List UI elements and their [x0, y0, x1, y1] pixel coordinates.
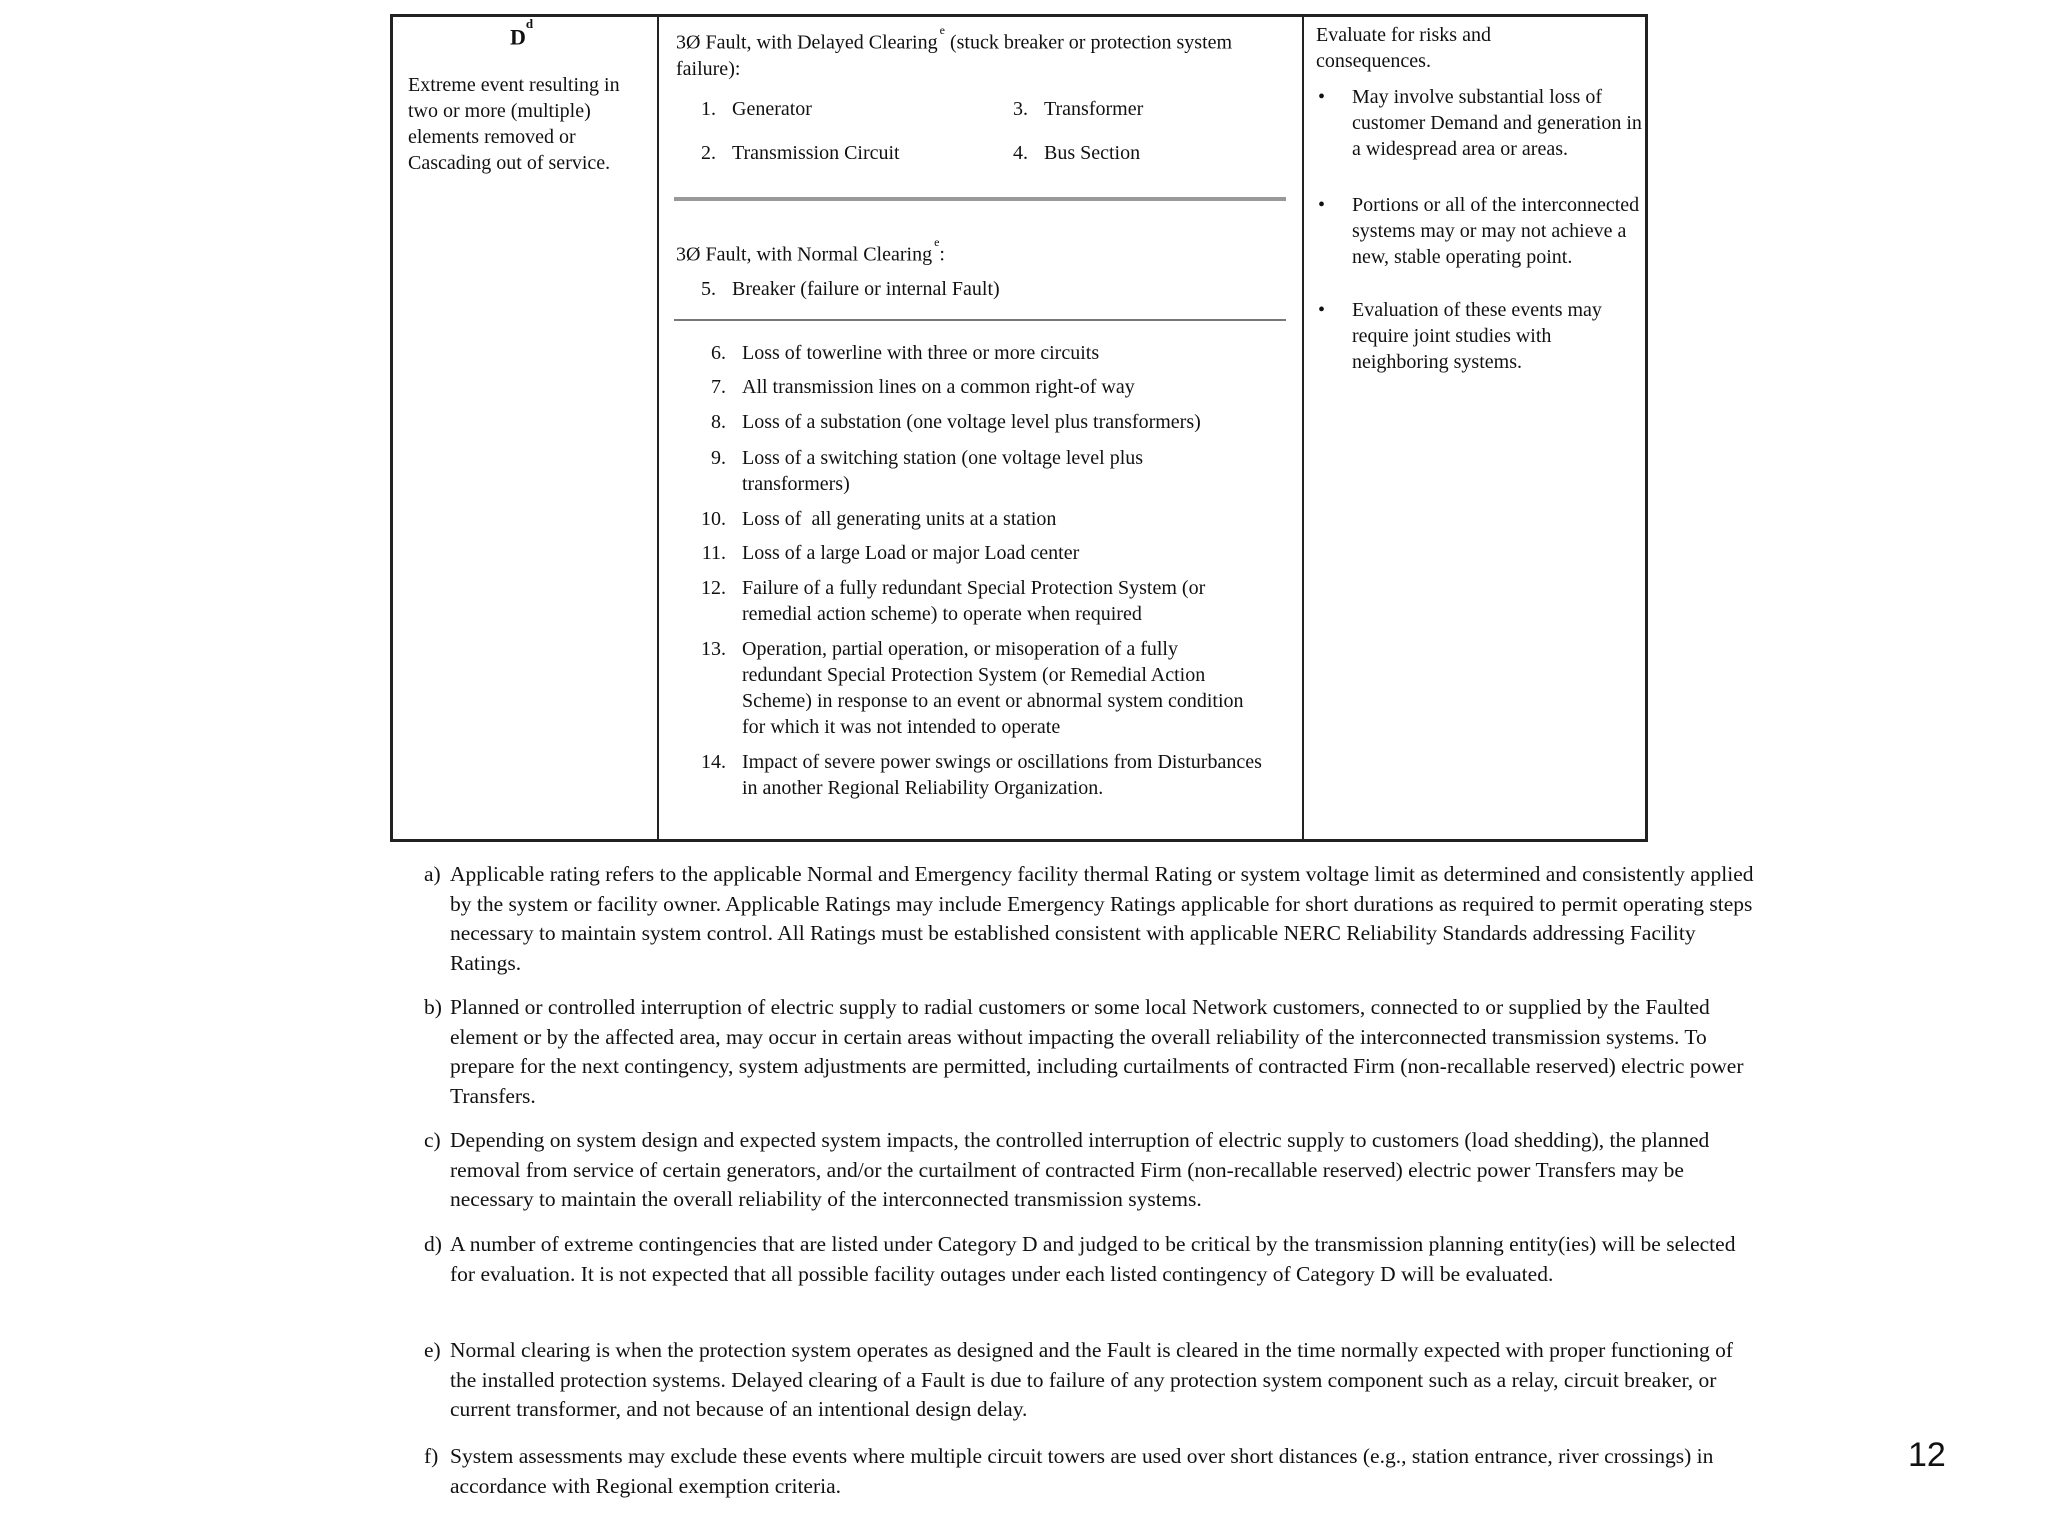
category-description: Extreme event resulting in two or more (multiple) elements removed or Cascading out of service. — [408, 74, 620, 174]
normal-clearing-heading: 3Ø Fault, with Normal Clearing$^e$: — [676, 235, 945, 266]
bullet-item: • Portions or all of the interconnected systems may or may not achieve a new, stable operating point. — [1318, 194, 1640, 268]
footnote: a) Applicable rating refers to the applicable Normal and Emergency facility thermal Rating or system voltage limit as determined and consistently applied by the system or facility owner. Applicable Ratings may include Emergency Ratings applicable for short durations as required to permit operating steps necessary to maintain system control. All Ratings must be established consistent with applicable NERC Reliability Standards addressing Facility Ratings. — [424, 862, 1754, 975]
section-separator — [674, 197, 1286, 201]
footnote: d) A number of extreme contingencies that are listed under Category D and judged to be critical by the transmission planning entity(ies) will be selected for evaluation. It is not expected that all possible facility outages under each listed contingency of Category D will be evaluated. — [424, 1232, 1736, 1286]
column-divider — [1302, 14, 1304, 842]
page-number: 12 — [1908, 1436, 1946, 1474]
delayed-clearing-heading: 3Ø Fault, with Delayed Clearing$^e$ (stuck breaker or protection system failure): — [676, 23, 1233, 80]
bullet-item: • May involve substantial loss of customer Demand and generation in a widespread area or areas. — [1318, 86, 1642, 160]
column-divider — [657, 14, 659, 842]
footnote: b) Planned or controlled interruption of electric supply to radial customers or some local Network customers, connected to or supplied by the Faulted element or by the affected area, may occur in certain areas without impacting the overall reliability of the interconnected transmission systems. To prepare for the next contingency, system adjustments are permitted, including curtailments of contracted Firm (non-recallable reserved) electric power Transfers. — [424, 995, 1744, 1108]
footnote: e) Normal clearing is when the protection system operates as designed and the Fault is cleared in the time normally expected with proper functioning of the installed protection systems. Delayed clearing of a Fault is due to failure of any protection system component such as a relay, circuit breaker, or current transformer, and not because of an intentional design delay. — [424, 1338, 1734, 1421]
category-letter: $D^d$ — [510, 16, 534, 50]
table-border-top — [390, 14, 1648, 17]
evaluate-heading: Evaluate for risks and consequences. — [1316, 24, 1491, 72]
footnote: c) Depending on system design and expected system impacts, the controlled interruption of electric supply to customers (load shedding), the planned removal from service of certain generators, and/or the curtailment of contracted Firm (non-recallable reserved) electric power Transfers may be necessary to maintain the overall reliability of the interconnected transmission systems. — [424, 1128, 1710, 1211]
table-border-left — [390, 14, 393, 842]
section-separator — [674, 319, 1286, 321]
contingency-table: $D^d$ Extreme event resulting in two or more (multiple) elements removed or Cascading out of service. 3Ø Fault, with Delayed Clearing$^e$ (stuck breaker or protection system failure): 1. Generator 2. Transmission Circuit 3. Transformer 4. Bus Section 3Ø Fault, with Normal Clearing$^e$: 5. Breaker (failure or internal Fault) 6. Loss of towerline with three or more circuits 7. All transmission lines on a common right-of way 8. Loss of a substation (one voltage level plus transformers) 9. Loss of a switching station (one voltage level plus transformers) 10. Loss of all generating units at a station 11. Loss of a large Load or major Load center 12. Failure of a fully redundant Special Protection System (or remedial action scheme) to operate when required 13. Operation, partial operation, or misoperation of a fully redundant Special Protection System (or Remedial Action Scheme) in response to an event or abnormal system condition for which it was not intended to operate 14. Impact of severe power swings or oscillations from Disturbances in another Regional Reliability Organization. Evaluate for risks and consequences. • May involve substantial loss of customer Demand and generation in a widespread area or areas. • Portions or all of the interconnected systems may or may not achieve a new, stable operating point. • Evaluation of these events may require joint studies with neighboring systems. — [390, 14, 1648, 842]
footnote: f) System assessments may exclude these events where multiple circuit towers are used over short distances (e.g., station entrance, river crossings) in accordance with Regional exemption criteria. — [424, 1444, 1714, 1498]
bullet-item: • Evaluation of these events may require joint studies with neighboring systems. — [1318, 299, 1602, 373]
table-border-bottom — [390, 839, 1648, 842]
